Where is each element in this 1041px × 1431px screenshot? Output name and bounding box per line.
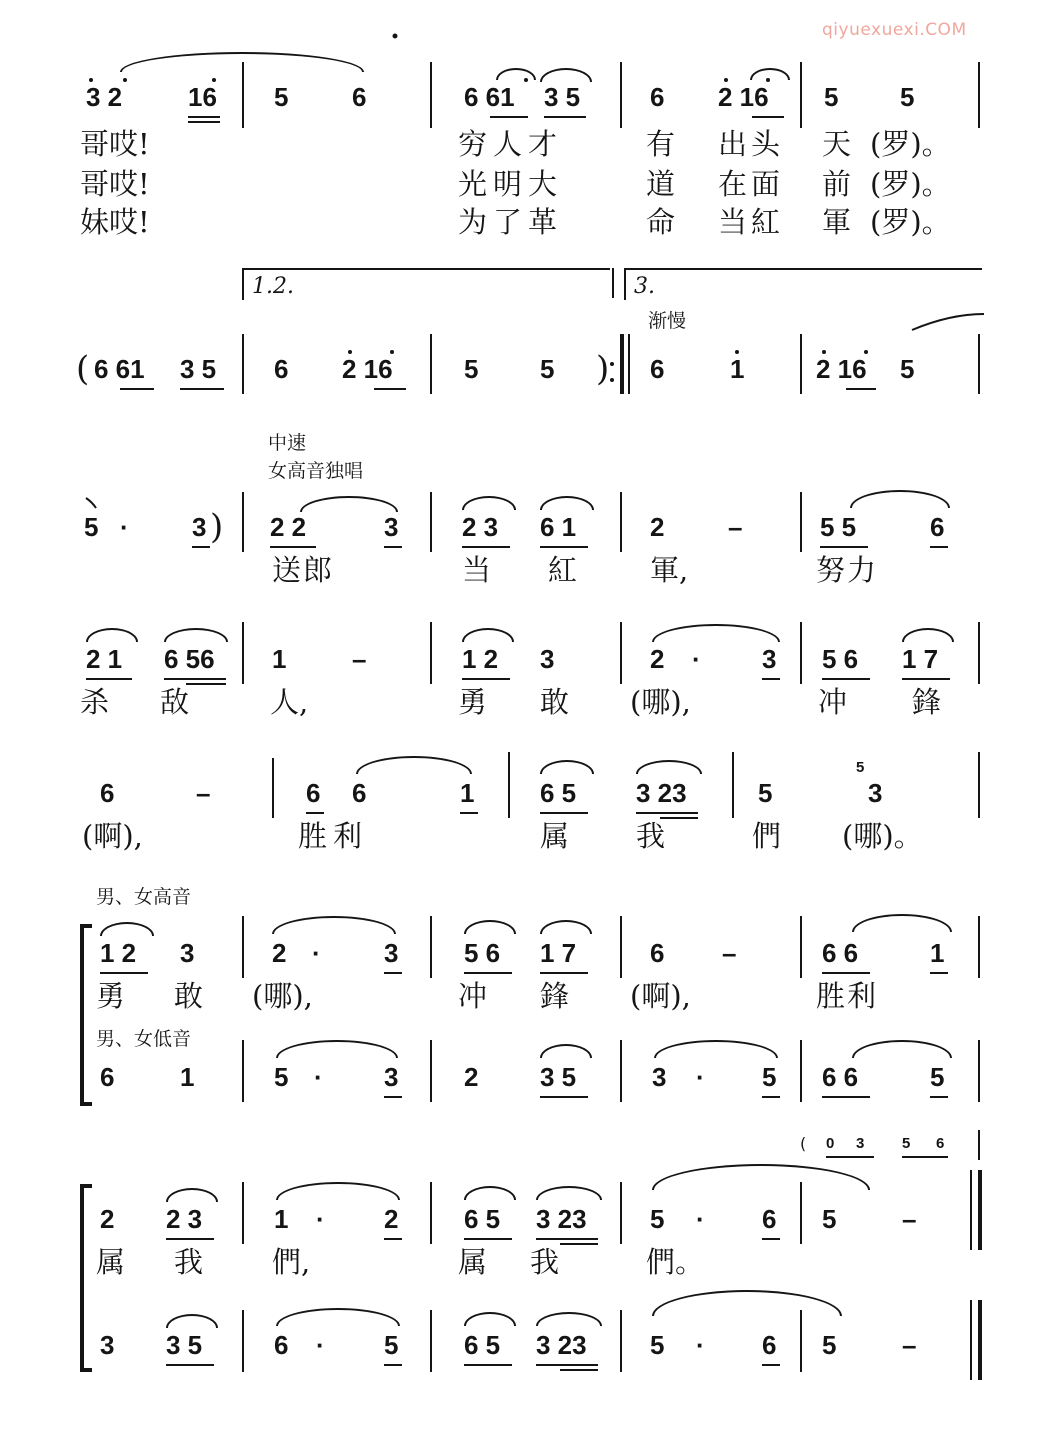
note: 1 — [272, 644, 287, 674]
note: 5 — [900, 82, 915, 112]
lyric: 杀 — [80, 685, 110, 719]
staff-bracket — [82, 926, 92, 1104]
octave-dot — [724, 78, 728, 82]
octave-dot — [123, 78, 127, 82]
note: 3 23 — [536, 1330, 587, 1360]
note: 1 2 — [100, 938, 137, 968]
lyric: 敌 — [160, 685, 190, 719]
note: 16 — [188, 82, 217, 112]
note: 6 6 — [822, 938, 859, 968]
octave-dot — [348, 350, 352, 354]
octave-dot — [89, 78, 93, 82]
note: 3 — [384, 938, 399, 968]
lyric: 属 — [96, 1245, 126, 1279]
note: 1 — [930, 938, 945, 968]
lyric: (哪), — [630, 685, 691, 719]
lyric: 胜利 — [298, 819, 369, 853]
voice-label: 男、女低音 — [96, 1028, 192, 1050]
paren: ( — [76, 349, 90, 389]
paren: ) — [596, 349, 610, 389]
note: 1 7 — [902, 644, 939, 674]
lyric: 勇 — [96, 979, 126, 1013]
lyric: 敢 — [174, 979, 204, 1013]
note: 1 — [180, 1062, 195, 1092]
voice-label: 男、女高音 — [96, 886, 192, 908]
paren: ) — [210, 507, 224, 547]
lyric: 勇 — [458, 685, 488, 719]
note: 5 — [900, 354, 915, 384]
lyric: 属 — [458, 1245, 488, 1279]
lyric: 們, — [272, 1245, 311, 1279]
note: 1 7 — [540, 938, 577, 968]
lyric: 胜利 — [816, 979, 879, 1013]
note: 6 — [650, 82, 665, 112]
lyric: 前 — [822, 167, 852, 201]
dash: – — [902, 1330, 917, 1360]
note: 6 — [352, 82, 367, 112]
note: 2 — [384, 1204, 399, 1234]
note: 6 — [762, 1204, 777, 1234]
lyric: 軍, — [650, 553, 689, 587]
note: 3 — [652, 1062, 667, 1092]
note: 3 23 — [536, 1204, 587, 1234]
slur — [912, 314, 984, 330]
cue-note: 5 — [902, 1135, 911, 1152]
dot-duration: · — [316, 1204, 325, 1234]
lyric: 在面 — [718, 167, 785, 201]
note: 5 — [84, 512, 99, 542]
note: 3 — [384, 1062, 399, 1092]
lyric: 有 — [646, 127, 676, 161]
note: 2 — [464, 1062, 479, 1092]
note: 3 5 — [544, 82, 581, 112]
dash: – — [722, 938, 737, 968]
note: 6 — [274, 354, 289, 384]
note: 5 — [758, 778, 773, 808]
lyric: 穷人才 — [458, 127, 564, 161]
octave-dot — [822, 350, 826, 354]
lyric: 我 — [174, 1245, 204, 1279]
note: 3 — [384, 512, 399, 542]
note: 6 — [352, 778, 367, 808]
note: 5 — [822, 1330, 837, 1360]
dot-duration: · — [120, 512, 129, 542]
note: 6 — [650, 354, 665, 384]
tempo-marking: 中速 — [268, 432, 307, 454]
lyric: (啊), — [630, 979, 691, 1013]
note: 1 2 — [462, 644, 499, 674]
slur-end — [86, 498, 96, 508]
note: 6 — [274, 1330, 289, 1360]
octave-dot — [864, 350, 868, 354]
lyric: 人, — [270, 685, 309, 719]
lyric: 冲 — [818, 685, 848, 719]
note: 6 — [100, 1062, 115, 1092]
note: 6 61 — [94, 354, 145, 384]
note: 3 — [762, 644, 777, 674]
lyric: 当 — [462, 553, 492, 587]
note: 2 2 — [270, 512, 307, 542]
note: 5 — [650, 1330, 665, 1360]
note: 6 — [930, 512, 945, 542]
lyric: 我 — [530, 1245, 560, 1279]
note: 6 61 — [464, 82, 515, 112]
dot-duration: · — [692, 644, 701, 674]
note: 2 16 — [342, 354, 393, 384]
note: 3 — [100, 1330, 115, 1360]
note: 2 — [272, 938, 287, 968]
note: 2 — [100, 1204, 115, 1234]
note: 6 56 — [164, 644, 215, 674]
note: 6 5 — [464, 1204, 501, 1234]
note: 6 — [650, 938, 665, 968]
lyric: (哪)。 — [842, 819, 923, 853]
note: 6 6 — [822, 1062, 859, 1092]
note: 5 6 — [464, 938, 501, 968]
note: 3 5 — [166, 1330, 203, 1360]
lyric: (罗)。 — [870, 167, 951, 201]
tempo-marking: 渐慢 — [648, 310, 687, 332]
note: 2 3 — [166, 1204, 203, 1234]
cue-note: 3 — [856, 1135, 865, 1152]
dash: – — [902, 1204, 917, 1234]
lyric: 哥哎! — [80, 167, 150, 201]
octave-dot — [766, 78, 770, 82]
note: 5 — [274, 82, 289, 112]
stray-dot — [393, 34, 398, 39]
octave-dot — [390, 350, 394, 354]
lyric: (哪), — [252, 979, 313, 1013]
lyric: 紅 — [548, 553, 578, 587]
octave-dot — [735, 350, 739, 354]
lyric: 当紅 — [718, 205, 785, 239]
dot-duration: · — [696, 1204, 705, 1234]
dot-duration: · — [314, 1062, 323, 1092]
dash: – — [352, 644, 367, 674]
cue-note: 6 — [936, 1135, 945, 1152]
note: 6 5 — [464, 1330, 501, 1360]
lyric: 敢 — [540, 685, 570, 719]
dash: – — [196, 778, 211, 808]
note: 6 — [762, 1330, 777, 1360]
note: 5 — [650, 1204, 665, 1234]
note: 6 — [306, 778, 321, 808]
lyric: 道 — [646, 167, 676, 201]
dot-duration: · — [696, 1062, 705, 1092]
volta-label-1: 1.2. — [252, 274, 294, 299]
note: 5 — [930, 1062, 945, 1092]
note: 5 — [822, 1204, 837, 1234]
lyric: 冲 — [458, 979, 488, 1013]
note: 2 1 — [86, 644, 123, 674]
note: 3 — [192, 512, 207, 542]
lyric: 送郎 — [272, 553, 335, 587]
octave-dot — [212, 78, 216, 82]
note: 1 — [274, 1204, 289, 1234]
octave-dot — [524, 78, 528, 82]
note: 3 5 — [540, 1062, 577, 1092]
note: 2 — [650, 644, 665, 674]
lyric: 們 — [752, 819, 782, 853]
lyric: (罗)。 — [870, 205, 951, 239]
note: 5 — [540, 354, 555, 384]
lyric: 命 — [646, 205, 676, 239]
lyric: 鋒 — [912, 685, 942, 719]
lyric: 我 — [636, 819, 666, 853]
dot-duration: · — [312, 938, 321, 968]
note: 5 — [464, 354, 479, 384]
dash: – — [728, 512, 743, 542]
lyric: (啊), — [82, 819, 143, 853]
lyric: 光明大 — [458, 167, 564, 201]
dot-duration: · — [316, 1330, 325, 1360]
voice-label: 女高音独唱 — [268, 460, 364, 482]
lyric: 鋒 — [540, 979, 570, 1013]
note: 2 16 — [718, 82, 769, 112]
lyric: 为了革 — [458, 205, 564, 239]
note: 5 — [824, 82, 839, 112]
note: 5 5 — [820, 512, 857, 542]
staff-bracket — [82, 1186, 92, 1370]
note: 1 — [730, 354, 745, 384]
note: 2 3 — [462, 512, 499, 542]
note: 2 16 — [816, 354, 867, 384]
lyric: 天 — [822, 127, 852, 161]
lyric: 努力 — [816, 553, 879, 587]
note: 6 — [100, 778, 115, 808]
note: 5 — [384, 1330, 399, 1360]
note: 5 — [274, 1062, 289, 1092]
watermark: qiyuexuexi.COM — [822, 20, 967, 40]
note: 1 — [460, 778, 475, 808]
note: 6 1 — [540, 512, 577, 542]
lyric: (罗)。 — [870, 127, 951, 161]
note: 3 — [868, 778, 883, 808]
note: 6 5 — [540, 778, 577, 808]
volta-label-2: 3. — [634, 274, 655, 299]
note: 3 23 — [636, 778, 687, 808]
cue-note: 0 — [826, 1135, 835, 1152]
lyric: 軍 — [822, 205, 852, 239]
note: 3 2 — [86, 82, 123, 112]
note: 3 — [540, 644, 555, 674]
cue-paren: ( — [800, 1134, 807, 1153]
lyric: 妹哎! — [80, 205, 150, 239]
lyric: 們。 — [646, 1245, 705, 1279]
note: 5 — [762, 1062, 777, 1092]
grace-note: 5 — [856, 759, 865, 776]
lyric: 出头 — [718, 127, 785, 161]
lyric: 哥哎! — [80, 127, 150, 161]
note: 3 5 — [180, 354, 217, 384]
note: 2 — [650, 512, 665, 542]
note: 5 6 — [822, 644, 859, 674]
lyric: 属 — [540, 819, 570, 853]
dot-duration: · — [696, 1330, 705, 1360]
note: 3 — [180, 938, 195, 968]
